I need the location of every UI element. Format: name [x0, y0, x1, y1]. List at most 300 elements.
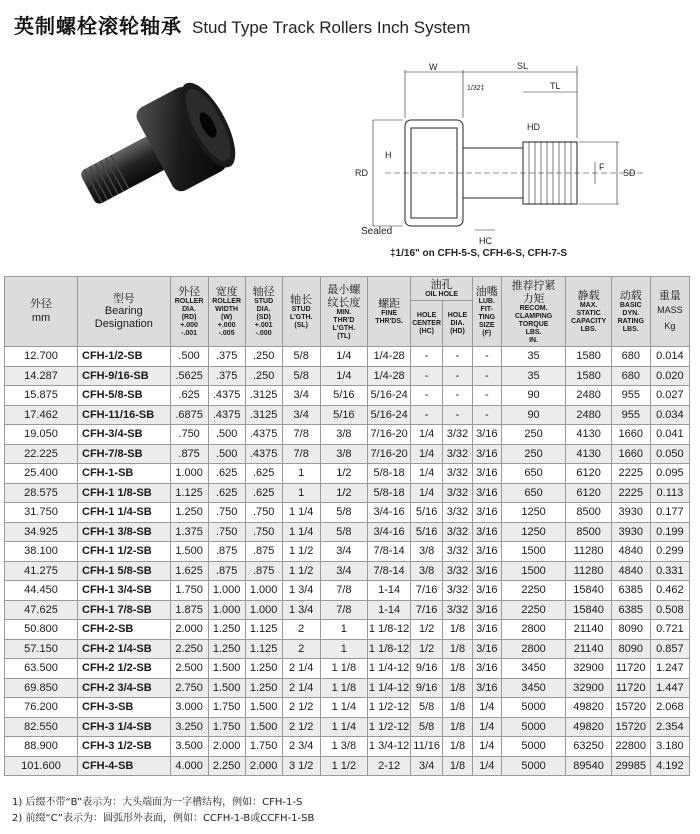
table-cell: .625	[170, 386, 208, 406]
table-cell: CFH-1 3/8-SB	[78, 522, 171, 542]
dim-w: W	[429, 62, 438, 72]
dim-sl: SL	[517, 61, 529, 71]
table-cell: 1 1/2	[320, 756, 367, 776]
table-cell: .875	[170, 444, 208, 464]
table-cell: 5/8	[320, 522, 367, 542]
table-cell: 1.875	[170, 600, 208, 620]
dim-hc: HC	[479, 236, 492, 246]
col-sd: 轴径 STUD DIA. (SD) +.001 -.000	[245, 277, 282, 347]
table-cell: 5/16	[411, 503, 443, 523]
table-cell: 4130	[566, 444, 611, 464]
table-cell: 1 1/4	[282, 522, 320, 542]
table-cell: 3/16	[472, 542, 501, 562]
table-cell: 2800	[501, 639, 566, 659]
table-cell: CFH-7/8-SB	[78, 444, 171, 464]
table-row	[5, 444, 690, 464]
table-cell: .875	[245, 561, 282, 581]
table-cell: 3/16	[472, 620, 501, 640]
drawing-note: ‡1/16" on CFH-5-S, CFH-6-S, CFH-7-S	[390, 248, 567, 259]
table-cell: 1 1/8	[320, 678, 367, 698]
table-cell: 3/16	[472, 483, 501, 503]
table-cell: 35	[501, 347, 566, 367]
table-cell: .4375	[245, 425, 282, 445]
table-cell: 3/16	[472, 464, 501, 484]
table-cell: 15840	[566, 581, 611, 601]
table-cell: 3/4	[320, 561, 367, 581]
table-cell: 650	[501, 464, 566, 484]
table-cell: 2 1/4	[282, 678, 320, 698]
table-row	[5, 542, 690, 562]
table-cell: 1.125	[170, 483, 208, 503]
table-cell: 3/16	[472, 639, 501, 659]
table-cell: 1/4	[411, 444, 443, 464]
table-cell: 0.331	[650, 561, 689, 581]
table-cell: 3/16	[472, 581, 501, 601]
table-cell: 2	[282, 639, 320, 659]
table-cell: 1.750	[208, 717, 245, 737]
table-cell: 3/8	[320, 444, 367, 464]
table-cell: 1/4	[472, 698, 501, 718]
table-cell: 0.050	[650, 444, 689, 464]
dim-h: H	[385, 150, 392, 160]
table-cell: 1/4	[472, 737, 501, 757]
sealed-label: Sealed	[361, 226, 393, 237]
table-cell: 3/32	[443, 444, 473, 464]
table-cell: 3.180	[650, 737, 689, 757]
table-cell: 1 1/2-12	[368, 698, 411, 718]
table-cell: 11280	[566, 561, 611, 581]
table-cell: 1.125	[245, 639, 282, 659]
table-cell: 21140	[566, 620, 611, 640]
table-cell: 3/32	[443, 561, 473, 581]
table-cell: 3/16	[472, 678, 501, 698]
table-cell: 6385	[611, 600, 650, 620]
col-mass: 重量 MASS Kg	[650, 277, 689, 347]
table-cell: 15840	[566, 600, 611, 620]
table-cell: 2	[282, 620, 320, 640]
col-w: 宽度 ROLLER WIDTH (W) +.000 -.005	[208, 277, 245, 347]
table-row	[5, 620, 690, 640]
table-cell: 1.500	[245, 717, 282, 737]
table-cell: 2480	[566, 386, 611, 406]
table-row	[5, 659, 690, 679]
table-cell: 1.500	[208, 659, 245, 679]
table-cell: 3/32	[443, 522, 473, 542]
table-cell: .3125	[245, 405, 282, 425]
table-row	[5, 756, 690, 776]
table-cell: 7/8	[282, 444, 320, 464]
table-cell: 1/8	[443, 717, 473, 737]
table-cell: 5/16	[320, 405, 367, 425]
table-cell: 1/8	[443, 639, 473, 659]
table-cell: 1 1/4-12	[368, 678, 411, 698]
table-cell: 3930	[611, 503, 650, 523]
table-cell: 2.500	[170, 659, 208, 679]
table-cell: -	[443, 366, 473, 386]
footnotes	[12, 795, 314, 827]
table-cell: 1 1/4-12	[368, 659, 411, 679]
table-cell: 3/16	[472, 659, 501, 679]
table-cell: CFH-5/8-SB	[78, 386, 171, 406]
col-rd: 外径 ROLLER DIA. (RD) +.000 -.001	[170, 277, 208, 347]
table-cell: 1/2	[411, 620, 443, 640]
col-torque: 推荐拧紧 力矩 RECOM. CLAMPING TORQUE LBS. IN.	[501, 277, 566, 347]
table-cell: 3.250	[170, 717, 208, 737]
table-cell: 3 1/2	[282, 756, 320, 776]
table-cell: CFH-1 5/8-SB	[78, 561, 171, 581]
table-cell: 5000	[501, 737, 566, 757]
table-cell: 3.000	[170, 698, 208, 718]
table-cell: CFH-3 1/2-SB	[78, 737, 171, 757]
table-cell: 1500	[501, 561, 566, 581]
table-cell: 29985	[611, 756, 650, 776]
table-cell: 0.020	[650, 366, 689, 386]
table-cell: 7/16	[411, 600, 443, 620]
table-cell: 1250	[501, 503, 566, 523]
table-cell: 680	[611, 347, 650, 367]
table-row	[5, 483, 690, 503]
table-cell: 1.250	[245, 678, 282, 698]
table-cell: 1500	[501, 542, 566, 562]
table-cell: 1/8	[443, 678, 473, 698]
table-cell: .750	[245, 503, 282, 523]
dim-sd: SD	[623, 168, 636, 178]
table-cell: 3/4	[282, 405, 320, 425]
table-cell: 0.508	[650, 600, 689, 620]
table-cell: -	[472, 347, 501, 367]
table-row	[5, 737, 690, 757]
col-oil-hole: 油孔 OIL HOLE	[411, 277, 473, 301]
table-cell: 1 1/4	[282, 503, 320, 523]
col-model: 型号 Bearing Designation	[78, 277, 171, 347]
table-cell: 82.550	[5, 717, 78, 737]
table-cell: 0.462	[650, 581, 689, 601]
table-row	[5, 639, 690, 659]
table-cell: 38.100	[5, 542, 78, 562]
table-cell: 90	[501, 405, 566, 425]
table-cell: 5/8	[282, 347, 320, 367]
table-cell: 7/16-20	[368, 444, 411, 464]
table-row	[5, 600, 690, 620]
table-cell: 8090	[611, 639, 650, 659]
table-cell: 650	[501, 483, 566, 503]
table-cell: 1/8	[443, 756, 473, 776]
table-cell: 22.225	[5, 444, 78, 464]
table-cell: 28.575	[5, 483, 78, 503]
table-cell: .375	[208, 347, 245, 367]
table-cell: 3/4	[411, 756, 443, 776]
table-cell: 2.250	[208, 756, 245, 776]
table-cell: .625	[245, 483, 282, 503]
table-cell: 32900	[566, 678, 611, 698]
table-cell: 1.500	[245, 698, 282, 718]
table-cell: 3/32	[443, 425, 473, 445]
product-photo	[70, 72, 260, 242]
table-cell: 2 1/4	[282, 659, 320, 679]
table-cell: 1/4-28	[368, 366, 411, 386]
table-cell: 21140	[566, 639, 611, 659]
table-cell: 0.299	[650, 542, 689, 562]
table-cell: 3.500	[170, 737, 208, 757]
table-cell: CFH-2-SB	[78, 620, 171, 640]
table-cell: 5/8-18	[368, 464, 411, 484]
table-cell: 4840	[611, 542, 650, 562]
table-cell: -	[443, 347, 473, 367]
table-cell: -	[411, 405, 443, 425]
table-cell: 41.275	[5, 561, 78, 581]
table-cell: 0.113	[650, 483, 689, 503]
table-cell: 4.192	[650, 756, 689, 776]
table-cell: 2225	[611, 483, 650, 503]
dim-hd: HD	[527, 122, 540, 132]
table-cell: 11720	[611, 678, 650, 698]
table-cell: 1 3/4-12	[368, 737, 411, 757]
table-cell: CFH-3 1/4-SB	[78, 717, 171, 737]
table-cell: 2250	[501, 581, 566, 601]
table-cell: 0.177	[650, 503, 689, 523]
table-cell: .3125	[245, 386, 282, 406]
table-cell: .625	[245, 464, 282, 484]
table-cell: 5000	[501, 756, 566, 776]
table-row	[5, 581, 690, 601]
table-cell: 2 3/4	[282, 737, 320, 757]
table-cell: 63.500	[5, 659, 78, 679]
table-cell: -	[443, 386, 473, 406]
table-cell: 1/8	[443, 698, 473, 718]
table-cell: 1 1/8-12	[368, 620, 411, 640]
table-cell: 1.625	[170, 561, 208, 581]
col-hd: HOLE DIA. (HD)	[443, 301, 473, 347]
title-en: Stud Type Track Rollers Inch System	[192, 18, 471, 37]
table-cell: 1/8	[443, 737, 473, 757]
table-cell: 1 1/4	[320, 698, 367, 718]
table-cell: 50.800	[5, 620, 78, 640]
table-row	[5, 405, 690, 425]
table-row	[5, 717, 690, 737]
table-cell: 5/16-24	[368, 405, 411, 425]
page-title	[14, 10, 470, 40]
table-cell: 3450	[501, 659, 566, 679]
table-cell: 1/4	[411, 425, 443, 445]
col-tl: 最小螺 纹长度 MIN. THR'D L'GTH. (TL)	[320, 277, 367, 347]
table-cell: 3/16	[472, 444, 501, 464]
table-cell: 1	[282, 464, 320, 484]
table-cell: 3/4-16	[368, 503, 411, 523]
table-row	[5, 561, 690, 581]
table-cell: 2250	[501, 600, 566, 620]
table-cell: 0.857	[650, 639, 689, 659]
dim-frac: 1/32‡	[467, 85, 485, 92]
table-cell: .500	[208, 425, 245, 445]
footnote-2: 2) 前缀“C”表示为：圆弧形外表面，例如：CCFH-1-B或CCFH-1-SB	[12, 813, 315, 824]
table-cell: 1 1/8-12	[368, 639, 411, 659]
table-cell: 1.375	[170, 522, 208, 542]
table-row	[5, 522, 690, 542]
table-cell: 0.095	[650, 464, 689, 484]
table-cell: -	[472, 366, 501, 386]
table-cell: 3/16	[472, 425, 501, 445]
table-cell: 34.925	[5, 522, 78, 542]
table-cell: -	[411, 366, 443, 386]
table-cell: 3/16	[472, 522, 501, 542]
table-cell: .500	[170, 347, 208, 367]
table-cell: 5/8	[411, 717, 443, 737]
table-cell: 8500	[566, 522, 611, 542]
table-cell: CFH-3/4-SB	[78, 425, 171, 445]
col-fine: 螺距 FINE THR'DS.	[368, 277, 411, 347]
table-cell: 3/8	[320, 425, 367, 445]
table-cell: 9/16	[411, 659, 443, 679]
table-cell: 1/2	[320, 464, 367, 484]
table-cell: 1	[320, 620, 367, 640]
table-cell: 3/4	[282, 386, 320, 406]
table-cell: 7/8-14	[368, 542, 411, 562]
table-cell: 5000	[501, 698, 566, 718]
table-cell: .750	[208, 503, 245, 523]
table-cell: .5625	[170, 366, 208, 386]
table-cell: 44.450	[5, 581, 78, 601]
col-hc: HOLE CENTER (HC)	[411, 301, 443, 347]
table-cell: 1/4	[320, 347, 367, 367]
table-cell: 1.500	[208, 678, 245, 698]
table-cell: 22800	[611, 737, 650, 757]
table-cell: 3930	[611, 522, 650, 542]
table-cell: -	[472, 386, 501, 406]
table-cell: 35	[501, 366, 566, 386]
table-cell: 1 1/2	[282, 561, 320, 581]
table-cell: 1.750	[170, 581, 208, 601]
dim-f: F	[599, 162, 605, 172]
technical-drawing	[345, 58, 675, 258]
table-cell: 0.041	[650, 425, 689, 445]
dim-rd: RD	[355, 168, 368, 178]
table-cell: CFH-2 1/4-SB	[78, 639, 171, 659]
table-cell: 1580	[566, 347, 611, 367]
table-cell: 2.250	[170, 639, 208, 659]
table-cell: .4375	[208, 386, 245, 406]
table-row	[5, 503, 690, 523]
table-cell: 11/16	[411, 737, 443, 757]
table-cell: 2.750	[170, 678, 208, 698]
table-cell: 2 1/2	[282, 698, 320, 718]
table-cell: 3/4-16	[368, 522, 411, 542]
table-cell: CFH-3-SB	[78, 698, 171, 718]
table-cell: CFH-1 1/2-SB	[78, 542, 171, 562]
table-cell: 6120	[566, 483, 611, 503]
table-cell: 1/4-28	[368, 347, 411, 367]
table-cell: -	[411, 386, 443, 406]
table-cell: 0.721	[650, 620, 689, 640]
table-cell: 101.600	[5, 756, 78, 776]
table-cell: 2.354	[650, 717, 689, 737]
table-cell: .375	[208, 366, 245, 386]
table-cell: 1660	[611, 444, 650, 464]
table-cell: 2.000	[208, 737, 245, 757]
table-cell: 7/8	[282, 425, 320, 445]
table-row	[5, 425, 690, 445]
table-cell: .625	[208, 464, 245, 484]
table-cell: 49820	[566, 698, 611, 718]
table-row	[5, 678, 690, 698]
table-cell: 7/16-20	[368, 425, 411, 445]
table-cell: 1 1/4	[320, 717, 367, 737]
table-cell: .750	[208, 522, 245, 542]
table-cell: 1.750	[208, 698, 245, 718]
dim-tl: TL	[550, 81, 561, 91]
table-cell: .500	[208, 444, 245, 464]
table-cell: 5000	[501, 717, 566, 737]
table-cell: 7/8	[320, 581, 367, 601]
table-cell: 2.000	[170, 620, 208, 640]
table-cell: 2.000	[245, 756, 282, 776]
table-cell: .4375	[245, 444, 282, 464]
table-row	[5, 386, 690, 406]
table-cell: 250	[501, 425, 566, 445]
table-cell: 4840	[611, 561, 650, 581]
table-cell: 0.034	[650, 405, 689, 425]
table-cell: 1.000	[245, 600, 282, 620]
table-cell: 11720	[611, 659, 650, 679]
table-cell: 25.400	[5, 464, 78, 484]
table-cell: 0.027	[650, 386, 689, 406]
spec-table-body	[5, 347, 690, 776]
table-cell: 1.250	[208, 620, 245, 640]
table-cell: 7/16	[411, 581, 443, 601]
table-row	[5, 366, 690, 386]
table-cell: 680	[611, 366, 650, 386]
table-cell: 3/16	[472, 561, 501, 581]
table-cell: 90	[501, 386, 566, 406]
table-cell: 17.462	[5, 405, 78, 425]
table-cell: 1.247	[650, 659, 689, 679]
table-cell: CFH-4-SB	[78, 756, 171, 776]
table-cell: CFH-2 1/2-SB	[78, 659, 171, 679]
table-cell: 3/32	[443, 581, 473, 601]
table-cell: 1.447	[650, 678, 689, 698]
table-cell: .4375	[208, 405, 245, 425]
table-cell: 1-14	[368, 581, 411, 601]
table-cell: 2800	[501, 620, 566, 640]
table-cell: 3/32	[443, 503, 473, 523]
table-cell: 3/8	[411, 561, 443, 581]
table-cell: 1 1/8	[320, 659, 367, 679]
table-cell: CFH-2 3/4-SB	[78, 678, 171, 698]
table-cell: 7/8	[320, 600, 367, 620]
table-cell: -	[443, 405, 473, 425]
table-cell: .625	[208, 483, 245, 503]
table-cell: CFH-9/16-SB	[78, 366, 171, 386]
table-cell: 1 3/4	[282, 581, 320, 601]
table-cell: 88.900	[5, 737, 78, 757]
table-cell: 1/4	[411, 483, 443, 503]
table-cell: 1.250	[170, 503, 208, 523]
table-cell: CFH-1 1/8-SB	[78, 483, 171, 503]
col-static: 静载 MAX. STATIC CAPACITY LBS.	[566, 277, 611, 347]
table-cell: 31.750	[5, 503, 78, 523]
table-cell: CFH-1 7/8-SB	[78, 600, 171, 620]
table-cell: 32900	[566, 659, 611, 679]
table-cell: 1/2	[320, 483, 367, 503]
table-cell: 3/32	[443, 542, 473, 562]
table-cell: 3/4	[320, 542, 367, 562]
table-cell: .875	[208, 561, 245, 581]
table-cell: 3/32	[443, 483, 473, 503]
table-cell: 1.250	[208, 639, 245, 659]
table-cell: 1.500	[170, 542, 208, 562]
table-cell: 2225	[611, 464, 650, 484]
table-cell: 47.625	[5, 600, 78, 620]
table-cell: 1	[320, 639, 367, 659]
